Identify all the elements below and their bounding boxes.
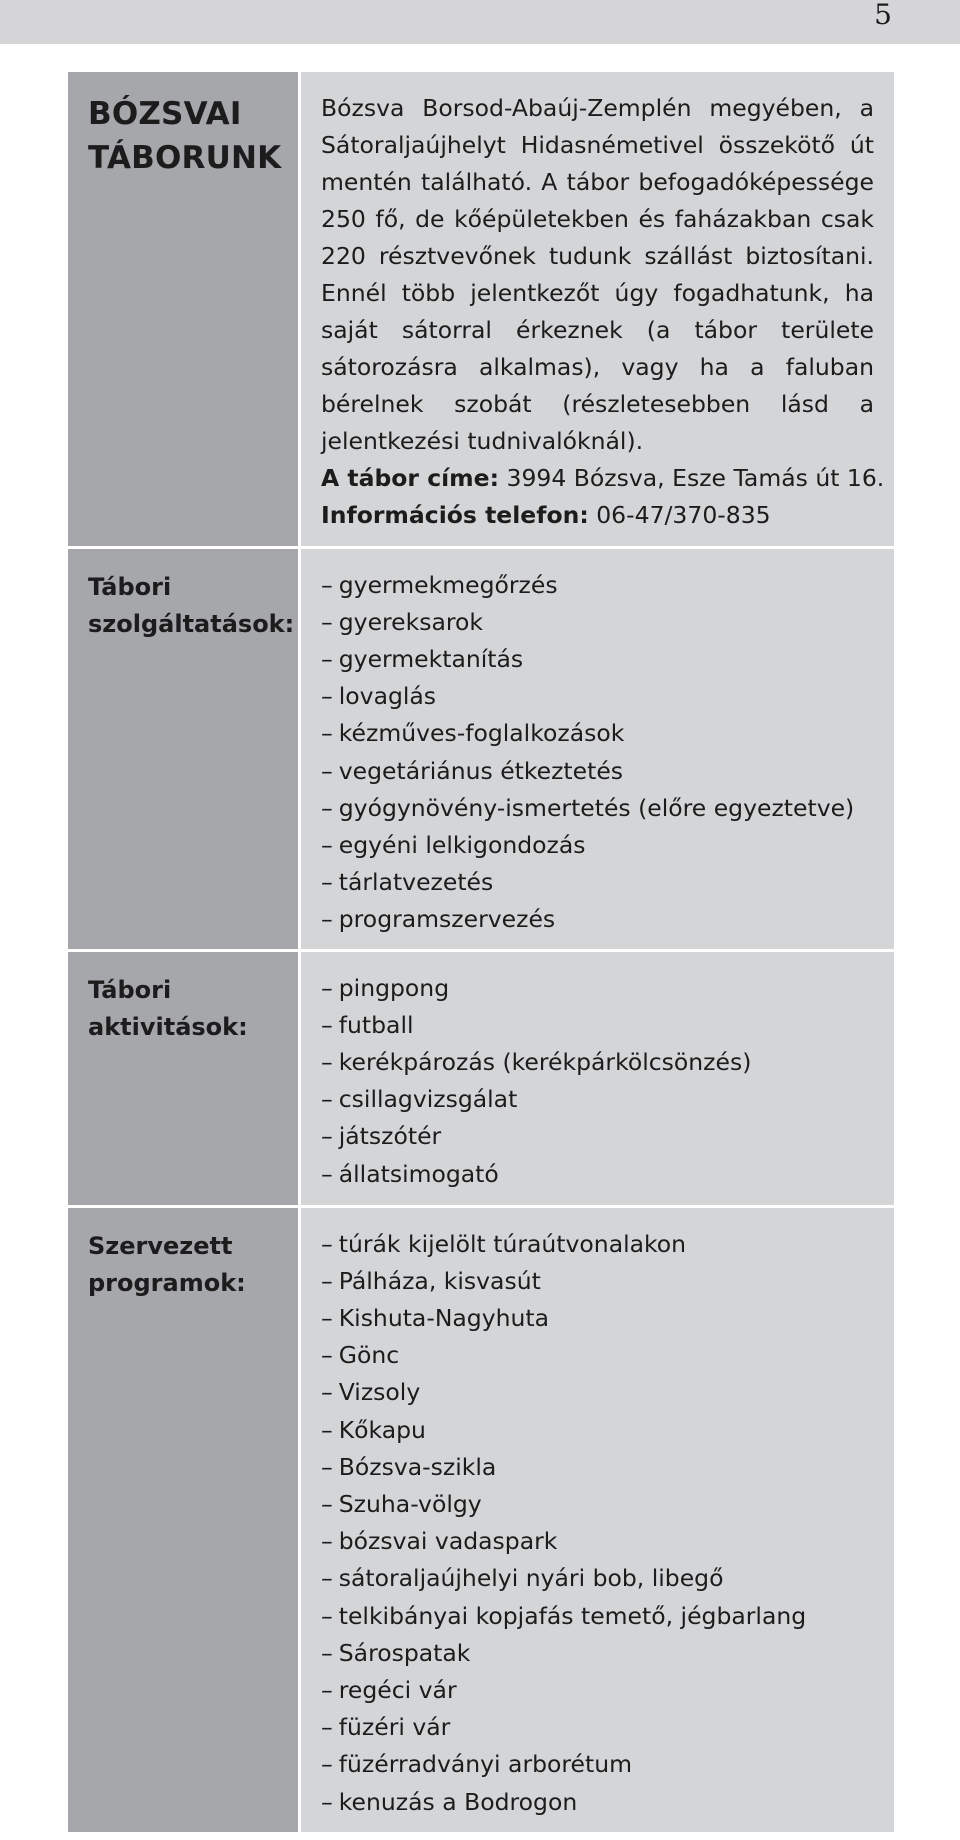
services-label-line2: szolgáltatások: xyxy=(88,609,295,638)
camp-info-table xyxy=(68,72,894,1832)
list-item xyxy=(321,1412,894,1449)
list-dash: – xyxy=(321,607,333,636)
list-item xyxy=(321,1560,894,1597)
list-dash: – xyxy=(321,830,333,859)
list-dash: – xyxy=(321,1415,333,1444)
list-dash: – xyxy=(321,1787,333,1816)
services-label xyxy=(88,569,298,643)
list-item xyxy=(321,1337,894,1374)
services-content-cell xyxy=(300,547,895,950)
list-item xyxy=(321,678,894,715)
camp-title-line1: BÓZSVAI xyxy=(88,96,242,132)
page-header-bar xyxy=(0,0,960,44)
list-item xyxy=(321,1156,894,1193)
list-item xyxy=(321,1374,894,1411)
programs-label-line1: Szervezett xyxy=(88,1231,233,1260)
list-item-text: bózsvai vadaspark xyxy=(338,1527,558,1556)
programs-content-cell xyxy=(300,1206,895,1832)
list-dash: – xyxy=(321,1601,333,1630)
programs-list xyxy=(321,1226,894,1821)
list-item xyxy=(321,1263,894,1300)
list-item xyxy=(321,1486,894,1523)
list-item-text: kenuzás a Bodrogon xyxy=(338,1787,578,1816)
list-item xyxy=(321,1746,894,1783)
list-item-text: Vizsoly xyxy=(338,1378,421,1407)
list-item xyxy=(321,864,894,901)
list-dash: – xyxy=(321,1378,333,1407)
programs-label-line2: programok: xyxy=(88,1268,246,1297)
list-dash: – xyxy=(321,1341,333,1370)
list-item-text: füzérradványi arborétum xyxy=(338,1750,633,1779)
camp-title-line2: TÁBORUNK xyxy=(88,140,282,176)
list-item-text: egyéni lelkigondozás xyxy=(338,830,586,859)
camp-phone xyxy=(321,497,874,534)
page-number: 5 xyxy=(874,0,892,31)
list-dash: – xyxy=(321,1489,333,1518)
list-dash: – xyxy=(321,868,333,897)
list-item-text: tárlatvezetés xyxy=(338,868,494,897)
list-item-text: telkibányai kopjafás temető, jégbarlang xyxy=(338,1601,807,1630)
list-item-text: lovaglás xyxy=(338,682,437,711)
camp-overview-row xyxy=(68,72,894,547)
list-item xyxy=(321,1709,894,1746)
list-dash: – xyxy=(321,1452,333,1481)
list-dash: – xyxy=(321,1085,333,1114)
camp-title xyxy=(88,92,298,180)
list-dash: – xyxy=(321,1303,333,1332)
services-row xyxy=(68,547,894,950)
list-item-text: Bózsva-szikla xyxy=(338,1452,497,1481)
activities-content-cell xyxy=(300,950,895,1206)
services-label-cell xyxy=(68,547,300,950)
camp-overview-cell xyxy=(300,72,895,547)
programs-label xyxy=(88,1228,298,1302)
list-dash: – xyxy=(321,1527,333,1556)
list-dash: – xyxy=(321,1010,333,1039)
camp-intro xyxy=(321,90,874,460)
list-item-text: füzéri vár xyxy=(338,1713,451,1742)
list-item-text: állatsimogató xyxy=(338,1159,499,1188)
list-item xyxy=(321,715,894,752)
list-dash: – xyxy=(321,973,333,1002)
activities-label-line2: aktivitások: xyxy=(88,1012,248,1041)
list-dash: – xyxy=(321,1266,333,1295)
list-item xyxy=(321,1081,894,1118)
list-item xyxy=(321,1449,894,1486)
camp-phone-label: Információs telefon: xyxy=(321,501,589,529)
activities-label-cell xyxy=(68,950,300,1206)
list-item xyxy=(321,970,894,1007)
list-item-text: gyermekmegőrzés xyxy=(338,570,558,599)
list-item-text: programszervezés xyxy=(338,905,556,934)
list-dash: – xyxy=(321,1638,333,1667)
services-list xyxy=(321,567,894,939)
activities-label-line1: Tábori xyxy=(88,975,172,1004)
programs-label-cell xyxy=(68,1206,300,1832)
list-item-text: Gönc xyxy=(338,1341,400,1370)
camp-address-label: A tábor címe: xyxy=(321,464,500,492)
list-item xyxy=(321,1784,894,1821)
camp-phone-value: 06-47/370-835 xyxy=(596,501,771,529)
list-item-text: túrák kijelölt túraútvonalakon xyxy=(338,1229,687,1258)
list-item-text: Kőkapu xyxy=(338,1415,426,1444)
list-dash: – xyxy=(321,570,333,599)
list-item-text: regéci vár xyxy=(338,1675,457,1704)
list-item xyxy=(321,790,894,827)
list-dash: – xyxy=(321,1750,333,1779)
list-item-text: futball xyxy=(338,1010,414,1039)
list-item-text: Pálháza, kisvasút xyxy=(338,1266,541,1295)
list-item xyxy=(321,1044,894,1081)
list-item xyxy=(321,1523,894,1560)
camp-intro-paragraph: Bózsva Borsod-Abaúj-Zemplén megyében, a Sátoraljaújhelyt Hidasnémetivel összekötő út mentén található. A tábor befogadóképessége 250 fő, de kőépületekben és faházakban csak 220 résztvevőnek tudunk szállást biztosítani. Ennél több jelentkezőt úgy fogadhatunk, ha saját sátorral érkeznek (a tábor területe sátorozásra alkalmas), vagy ha a faluban bérelnek szobát (részletesebben lásd a jelentkezési tudnivalóknál). xyxy=(321,94,874,455)
list-item-text: Kishuta-Nagyhuta xyxy=(338,1303,550,1332)
list-item-text: gyógynövény-ismertetés (előre egyeztetve) xyxy=(338,793,855,822)
list-item-text: játszótér xyxy=(338,1122,442,1151)
list-item xyxy=(321,1118,894,1155)
list-item xyxy=(321,753,894,790)
list-item xyxy=(321,604,894,641)
list-item xyxy=(321,641,894,678)
activities-row xyxy=(68,950,894,1206)
list-item xyxy=(321,1672,894,1709)
list-dash: – xyxy=(321,1159,333,1188)
list-item-text: kézműves-foglalkozások xyxy=(338,719,625,748)
list-dash: – xyxy=(321,905,333,934)
list-item xyxy=(321,1007,894,1044)
list-dash: – xyxy=(321,793,333,822)
list-item-text: gyereksarok xyxy=(338,607,484,636)
list-dash: – xyxy=(321,756,333,785)
camp-title-cell xyxy=(68,72,300,547)
list-dash: – xyxy=(321,1675,333,1704)
list-item xyxy=(321,901,894,938)
list-dash: – xyxy=(321,682,333,711)
activities-label xyxy=(88,972,298,1046)
list-item-text: csillagvizsgálat xyxy=(338,1085,518,1114)
list-item xyxy=(321,1635,894,1672)
list-dash: – xyxy=(321,1229,333,1258)
list-dash: – xyxy=(321,1564,333,1593)
list-dash: – xyxy=(321,644,333,673)
list-item xyxy=(321,1300,894,1337)
list-item-text: kerékpározás (kerékpárkölcsönzés) xyxy=(338,1047,752,1076)
list-item xyxy=(321,567,894,604)
list-item-text: Sárospatak xyxy=(338,1638,471,1667)
list-item-text: gyermektanítás xyxy=(338,644,524,673)
camp-address-value: 3994 Bózsva, Esze Tamás út 16. xyxy=(506,464,885,492)
list-item-text: pingpong xyxy=(338,973,450,1002)
list-item-text: sátoraljaújhelyi nyári bob, libegő xyxy=(338,1564,724,1593)
list-dash: – xyxy=(321,1047,333,1076)
list-item xyxy=(321,1226,894,1263)
programs-row xyxy=(68,1206,894,1832)
list-item-text: vegetáriánus étkeztetés xyxy=(338,756,624,785)
camp-address xyxy=(321,460,885,497)
list-dash: – xyxy=(321,719,333,748)
list-dash: – xyxy=(321,1122,333,1151)
list-item-text: Szuha-völgy xyxy=(338,1489,482,1518)
list-item xyxy=(321,1598,894,1635)
services-label-line1: Tábori xyxy=(88,572,172,601)
list-dash: – xyxy=(321,1713,333,1742)
activities-list xyxy=(321,970,894,1193)
list-item xyxy=(321,827,894,864)
